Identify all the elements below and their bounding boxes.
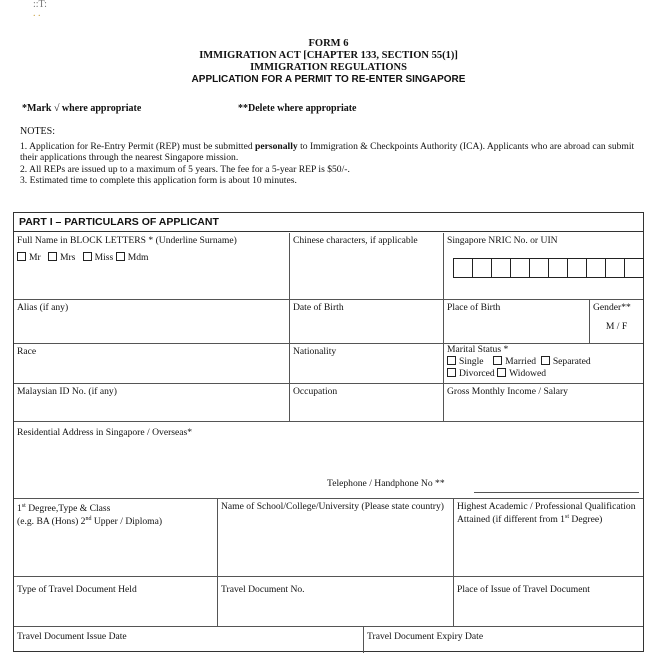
part-1-title: PART I – PARTICULARS OF APPLICANT — [14, 213, 643, 232]
race-label: Race — [17, 346, 37, 357]
degree-example-a: (e.g. BA (Hons) 2 — [17, 516, 86, 528]
nationality-label: Nationality — [293, 346, 337, 357]
note-1 — [20, 141, 642, 164]
checkbox-icon[interactable] — [447, 356, 456, 365]
marital-options-row-2 — [447, 368, 640, 380]
degree-label-sup: st — [21, 503, 26, 509]
marital-married[interactable] — [493, 356, 536, 367]
expiry-date-cell[interactable] — [364, 627, 643, 653]
title-mr-label: Mr — [29, 251, 41, 263]
marital-widowed-label: Widowed — [509, 368, 547, 379]
pob-cell[interactable] — [444, 300, 590, 344]
degree-example-b: Upper / Diploma) — [91, 516, 163, 528]
note-3: 3. Estimated time to complete this application form is about 10 minutes. — [20, 175, 297, 187]
logo-line-2: . . — [33, 8, 41, 19]
full-name-cell[interactable] — [14, 233, 290, 300]
telephone-line[interactable] — [474, 492, 639, 493]
note-1-text-b: to Immigration & Checkpoints Authority (ICA). Applicants who are abroad can submit their applications through the nearest Singapore mission. — [20, 140, 635, 164]
highest-label-sup: st — [564, 514, 569, 520]
income-label: Gross Monthly Income / Salary — [447, 386, 568, 397]
title-mrs-label: Mrs — [59, 251, 76, 263]
checkbox-icon[interactable] — [17, 252, 26, 261]
title-mdm-label: Mdm — [127, 251, 149, 263]
act-line: IMMIGRATION ACT [CHAPTER 133, SECTION 55(1)] — [199, 50, 458, 61]
note-2: 2. All REPs are issued up to a maximum of 5 years. The fee for a 5-year REP is $50/-. — [20, 163, 350, 175]
occupation-cell[interactable] — [290, 384, 444, 422]
degree-example-sup: nd — [85, 516, 92, 523]
degree-example — [17, 514, 214, 527]
marital-status-label: Marital Status * — [447, 344, 509, 355]
travel-doc-place-label: Place of Issue of Travel Document — [457, 584, 590, 595]
gender-cell[interactable] — [590, 300, 643, 344]
marital-separated[interactable] — [541, 356, 591, 367]
travel-doc-place-cell[interactable] — [454, 577, 643, 627]
marital-divorced-label: Divorced — [459, 368, 495, 379]
title-miss[interactable] — [83, 252, 114, 263]
chinese-characters-cell[interactable] — [290, 233, 444, 300]
travel-doc-type-cell[interactable] — [14, 577, 218, 627]
alias-cell[interactable] — [14, 300, 290, 344]
marital-single-label: Single — [459, 356, 484, 367]
logo-line-1: ::T: — [33, 0, 47, 10]
school-cell[interactable] — [218, 499, 454, 577]
degree-label-num: 1 — [17, 503, 22, 515]
issue-date-cell[interactable] — [14, 627, 364, 653]
gender-label: Gender** — [593, 302, 631, 313]
income-cell[interactable] — [444, 384, 643, 422]
ica-logo — [33, 0, 47, 18]
notes-section — [20, 126, 642, 187]
occupation-label: Occupation — [293, 386, 338, 397]
malaysian-id-cell[interactable] — [14, 384, 290, 422]
note-1-text-a: 1. Application for Re-Entry Permit (REP) must be submitted — [20, 140, 256, 152]
highest-qualification-label — [457, 501, 640, 525]
page-title: APPLICATION FOR A PERMIT TO RE-ENTER SINGAPORE — [191, 74, 466, 85]
nric-label: Singapore NRIC No. or UIN — [447, 235, 558, 246]
marital-status-cell[interactable] — [444, 344, 643, 384]
degree-label-text: Degree,Type & Class — [25, 503, 111, 515]
marital-options-row-1 — [447, 356, 640, 368]
delete-instruction: **Delete where appropriate — [238, 103, 357, 114]
expiry-date-label: Travel Document Expiry Date — [367, 631, 484, 642]
alias-label: Alias (if any) — [17, 302, 69, 313]
checkbox-icon[interactable] — [447, 368, 456, 377]
checkbox-icon[interactable] — [493, 356, 502, 365]
degree-cell[interactable] — [14, 499, 218, 577]
travel-doc-type-label: Type of Travel Document Held — [17, 584, 137, 595]
issue-date-label: Travel Document Issue Date — [17, 631, 127, 642]
dob-label: Date of Birth — [293, 302, 344, 313]
title-mrs[interactable] — [48, 252, 75, 263]
title-mdm[interactable] — [116, 252, 149, 263]
marital-separated-label: Separated — [552, 356, 591, 367]
school-label: Name of School/College/University (Please state country) — [221, 501, 444, 512]
marital-single[interactable] — [447, 356, 484, 367]
checkbox-icon[interactable] — [541, 356, 550, 365]
form-number: FORM 6 — [308, 38, 349, 49]
regulations-line: IMMIGRATION REGULATIONS — [250, 62, 407, 73]
malaysian-id-label: Malaysian ID No. (if any) — [17, 386, 117, 397]
highest-label-b: Degree) — [569, 514, 603, 526]
dob-cell[interactable] — [290, 300, 444, 344]
pob-label: Place of Birth — [447, 302, 501, 313]
notes-title: NOTES: — [20, 126, 55, 137]
mark-instruction: *Mark √ where appropriate — [22, 103, 142, 114]
checkbox-icon[interactable] — [116, 252, 125, 261]
title-options — [17, 252, 286, 264]
travel-doc-no-cell[interactable] — [218, 577, 454, 627]
marital-widowed[interactable] — [497, 368, 546, 379]
title-mr[interactable] — [17, 252, 41, 263]
gender-options[interactable]: M / F — [605, 320, 628, 332]
degree-label — [17, 501, 214, 514]
nric-boxes[interactable] — [454, 258, 644, 278]
note-1-bold: personally — [255, 140, 298, 152]
checkbox-icon[interactable] — [497, 368, 506, 377]
address-label: Residential Address in Singapore / Overseas* — [17, 427, 193, 438]
marital-married-label: Married — [505, 356, 537, 367]
chinese-characters-label: Chinese characters, if applicable — [293, 235, 418, 246]
race-cell[interactable] — [14, 344, 290, 384]
title-miss-label: Miss — [94, 251, 114, 263]
highest-qualification-cell[interactable] — [454, 499, 643, 577]
marital-divorced[interactable] — [447, 368, 495, 379]
checkbox-icon[interactable] — [48, 252, 57, 261]
address-cell[interactable] — [14, 422, 643, 499]
applicant-form — [13, 212, 644, 652]
highest-label-a: Highest Academic / Professional Qualification Attained (if different from 1 — [457, 501, 636, 526]
travel-doc-no-label: Travel Document No. — [221, 584, 305, 595]
telephone-label: Telephone / Handphone No ** — [327, 478, 445, 489]
full-name-label: Full Name in BLOCK LETTERS * (Underline Surname) — [17, 235, 237, 246]
nationality-cell[interactable] — [290, 344, 444, 384]
checkbox-icon[interactable] — [83, 252, 92, 261]
nric-cell[interactable] — [444, 233, 643, 300]
